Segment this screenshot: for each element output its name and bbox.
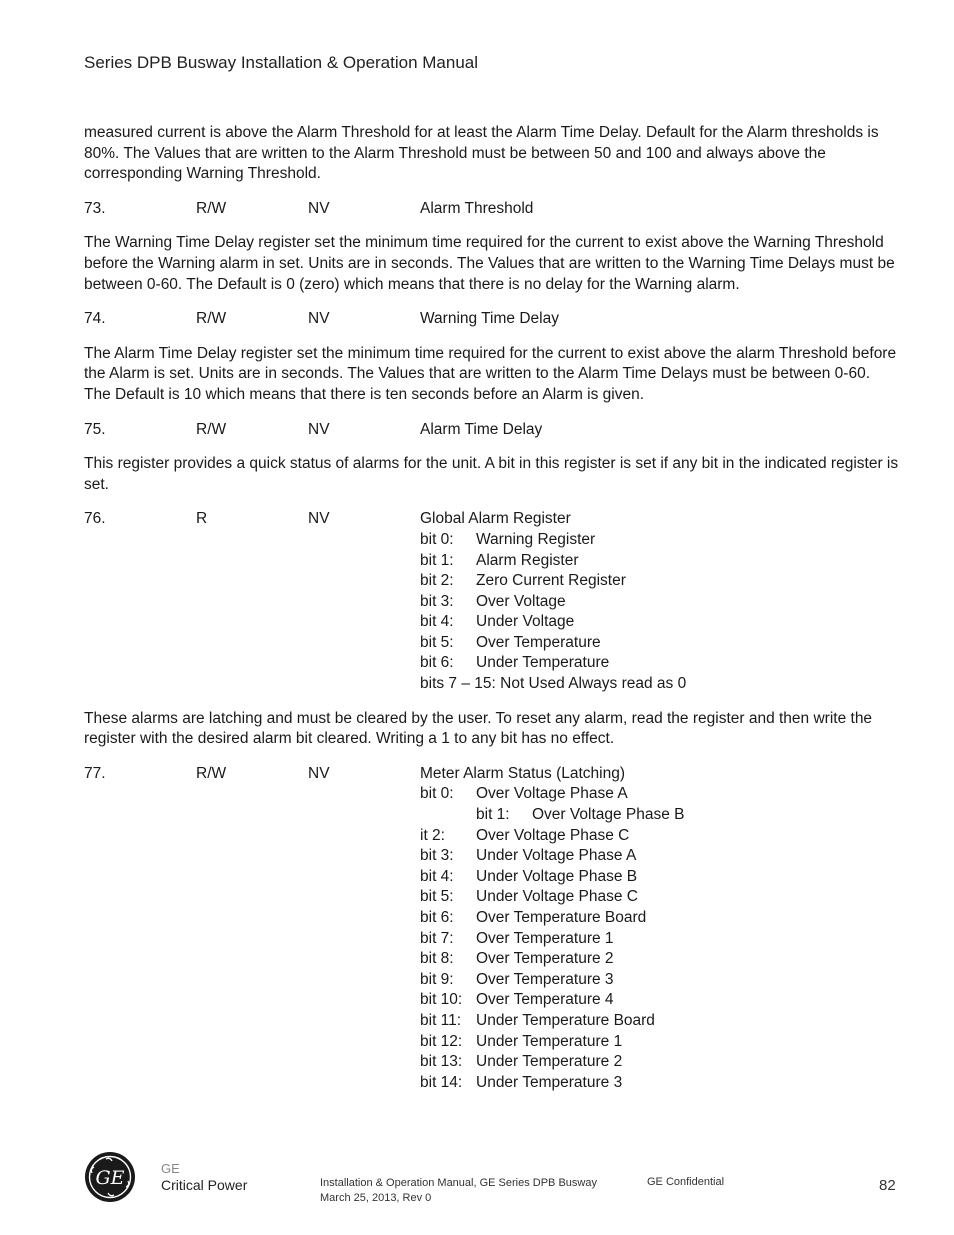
bit-label: Over Voltage Phase A [476,785,628,803]
register-number: 73. [84,199,106,217]
register-name: Alarm Time Delay [420,420,543,438]
bit-label: Under Temperature Board [476,1011,655,1029]
register-access: R/W [196,199,227,217]
bit-item [420,990,900,1011]
bit-item [420,908,900,929]
register-access: R [196,510,208,528]
register-description [420,509,900,694]
bit-index: bit 5: [420,633,454,651]
bit-item [420,571,900,592]
register-memory: NV [308,764,330,782]
bit-list [420,784,900,1093]
register-number: 77. [84,764,106,782]
register-number: 74. [84,310,106,328]
bit-label: Under Voltage Phase A [476,847,637,865]
bit-item [420,970,900,991]
bit-index: bit 1: [476,806,510,824]
register-access: R/W [196,764,227,782]
bit-index: bit 14: [420,1073,463,1091]
bit-label: Under Voltage Phase C [476,888,638,906]
bit-item [420,929,900,950]
paragraph-warning-time-delay-desc: The Warning Time Delay register set the minimum time required for the current to exist above the Warning Threshold before the Warning alarm in set. Units are in seconds. The Values that are written to the Warning Time Delays must be between 0-60. The Default is 0 (zero) which means that there is no delay for the Warning alarm. [84,234,895,293]
bit-index: bit 3: [420,847,454,865]
paragraph-global-alarm-desc: This register provides a quick status of alarms for the unit. A bit in this register is set if any bit in the indicated register is set. [84,455,899,493]
register-number: 76. [84,510,106,528]
bit-item [420,530,900,551]
bit-item [420,846,900,867]
bit-label: Under Voltage Phase B [476,867,638,885]
bit-label: Over Temperature 2 [476,950,614,968]
bit-label: Under Temperature 1 [476,1032,623,1050]
bit-list-note: bits 7 – 15: Not Used Always read as 0 [420,675,687,693]
bit-index: bit 3: [420,592,454,610]
bit-label: Over Voltage [476,592,566,610]
bit-label: Under Temperature 3 [476,1073,623,1091]
bit-label: Over Voltage Phase C [476,826,630,844]
bit-index: bit 4: [420,867,454,885]
register-74 [84,309,900,330]
bit-index: bit 12: [420,1032,463,1050]
bit-label: Under Temperature [476,654,610,672]
bit-label: Under Temperature 2 [476,1053,623,1071]
footer-brand-name: Critical Power [161,1177,248,1193]
bit-index: bit 0: [420,785,454,803]
bit-label: Warning Register [476,530,596,548]
bit-label: Over Voltage Phase B [532,806,685,824]
bit-label: Under Voltage [476,613,575,631]
bit-index: it 2: [420,826,445,844]
register-memory: NV [308,420,330,438]
bit-index: bit 8: [420,950,454,968]
bit-index: bit 2: [420,572,454,590]
bit-item [420,784,900,805]
register-name: Global Alarm Register [420,510,571,528]
register-number: 75. [84,420,106,438]
bit-index: bit 5: [420,888,454,906]
register-75 [84,420,900,441]
document-body [84,123,900,1107]
bit-item [420,612,900,633]
bit-item [420,653,900,674]
ge-logo-icon [84,1151,136,1203]
bit-item [420,1073,900,1094]
logo-lettering: GE [95,1167,125,1189]
bit-item [420,1032,900,1053]
bit-index: bit 1: [420,551,454,569]
register-access: R/W [196,420,227,438]
bit-index: bit 0: [420,530,454,548]
footer-confidential: GE Confidential [647,1176,725,1188]
register-memory: NV [308,510,330,528]
bit-label: Over Temperature 3 [476,970,614,988]
bit-index: bit 7: [420,929,454,947]
bit-item [420,867,900,888]
footer-doc-info [320,1176,597,1206]
footer-brand-ge: GE [161,1161,180,1176]
paragraph-alarm-threshold-desc: measured current is above the Alarm Threshold for at least the Alarm Time Delay. Default for the Alarm thresholds is 80%. The Values that are written to the Alarm Threshold must be between 50 and 100 and always above the corresponding Warning Threshold. [84,124,879,183]
bit-item [420,592,900,613]
bit-item [420,805,900,826]
bit-label: Over Temperature 1 [476,929,614,947]
bit-label: Over Temperature Board [476,909,647,926]
register-memory: NV [308,310,330,328]
paragraph-latching-desc: These alarms are latching and must be cleared by the user. To reset any alarm, read the register and then write the register with the desired alarm bit cleared. Writing a 1 to any bit has no effect. [84,709,873,748]
bit-index: bit 4: [420,613,454,631]
bit-index: bit 10: [420,991,463,1009]
register-description [420,764,900,1094]
bit-item [420,887,900,908]
bit-item [420,1052,900,1073]
register-76 [84,509,900,694]
bit-label: Over Temperature 4 [476,991,614,1009]
register-name: Meter Alarm Status (Latching) [420,764,626,782]
bit-item [420,1011,900,1032]
bit-index: bit 6: [420,909,454,926]
register-73 [84,199,900,220]
footer-doc-title: Installation & Operation Manual, GE Series DPB Busway [320,1177,597,1189]
bit-list [420,530,900,674]
register-name: Alarm Threshold [420,199,534,217]
register-access: R/W [196,310,227,328]
footer-brand [161,1161,247,1193]
bit-index: bit 6: [420,654,454,672]
footer-doc-date: March 25, 2013, Rev 0 [320,1192,432,1204]
register-77 [84,764,900,1094]
register-name: Warning Time Delay [420,310,559,328]
paragraph-alarm-time-delay-desc: The Alarm Time Delay register set the minimum time required for the current to exist above the alarm Threshold before the Alarm is set. Units are in seconds. The Values that are written to the Alarm Time Delays must be between 0-60. The Default is 10 which means that there is ten seconds before an Alarm is given. [84,344,897,403]
bit-item [420,551,900,572]
bit-item [420,826,900,847]
bit-item [420,633,900,654]
bit-index: bit 11: [420,1011,462,1029]
bit-label: Over Temperature [476,633,601,651]
bit-label: Zero Current Register [476,572,626,590]
page-number: 82 [879,1177,896,1194]
bit-index: bit 13: [420,1053,463,1071]
register-memory: NV [308,199,330,217]
bit-label: Alarm Register [476,551,579,569]
page-header-title: Series DPB Busway Installation & Operation Manual [84,53,479,72]
bit-index: bit 9: [420,970,454,988]
page-footer [0,1148,954,1235]
bit-item [420,949,900,970]
